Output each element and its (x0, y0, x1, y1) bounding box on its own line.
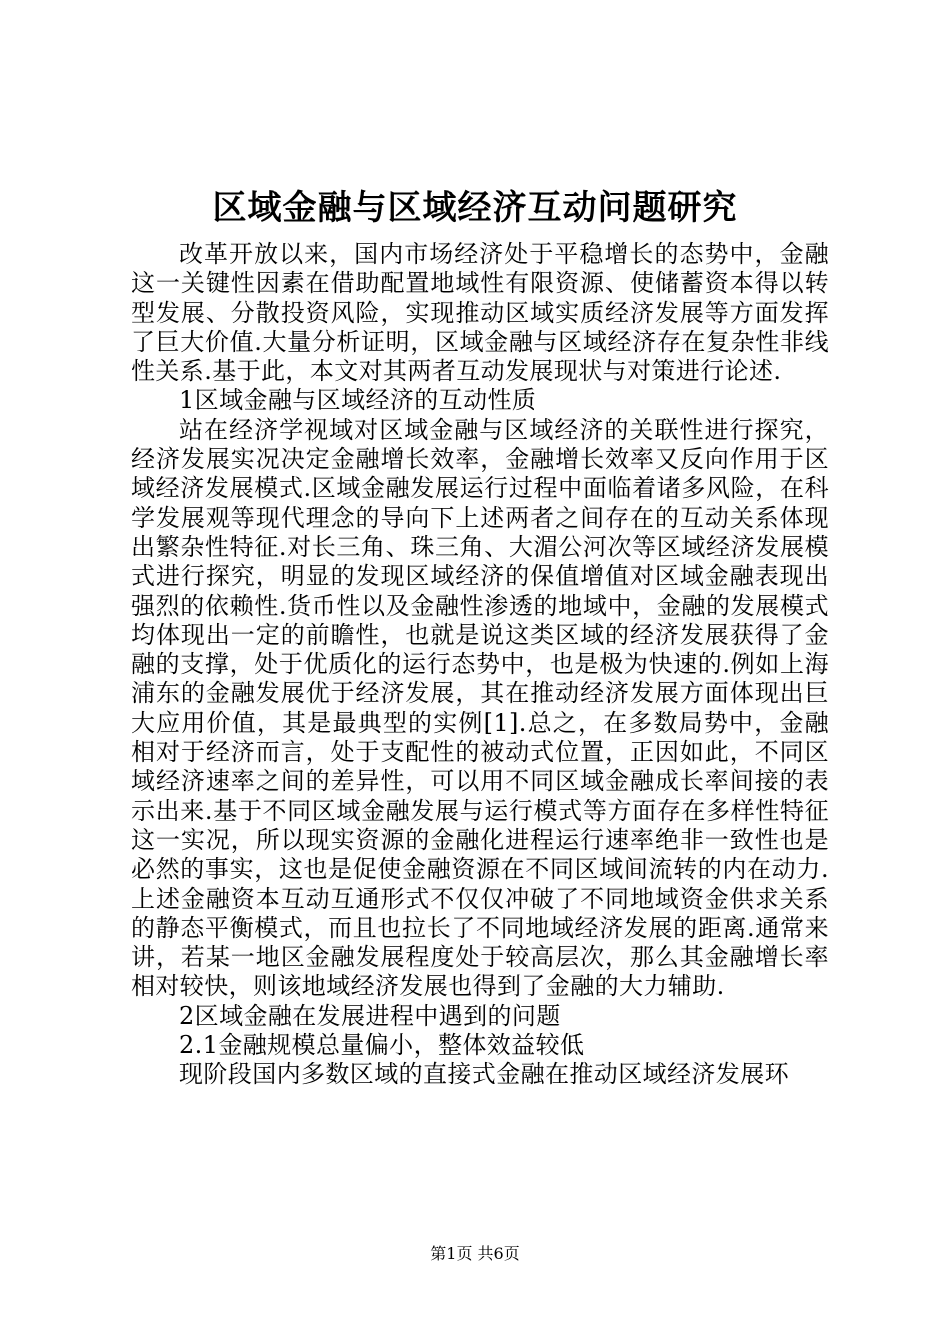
subsection-heading-2-1: 2.1金融规模总量偏小，整体效益较低 (179, 1031, 585, 1060)
document-body (131, 240, 829, 1090)
section-heading-2: 2区域金融在发展进程中遇到的问题 (179, 1001, 561, 1030)
intro-paragraph: 改革开放以来，国内市场经济处于平稳增长的态势中，金融这一关键性因素在借助配置地域性有限资源、使储蓄资本得以转型发展、分散投资风险，实现推动区域实质经济发展等方面发挥了巨大价值.大量分析证明，区域金融与区域经济存在复杂性非线性关系.基于此，本文对其两者互动发展现状与对策进行论述. (131, 240, 829, 386)
page-number-footer: 第1页 共6页 (430, 1244, 520, 1263)
section-1-paragraph: 站在经济学视域对区域金融与区域经济的关联性进行探究，经济发展实况决定金融增长效率，金融增长效率又反向作用于区域经济发展模式.区域金融发展运行过程中面临着诸多风险，在科学发展观等现代理念的导向下上述两者之间存在的互动关系体现出繁杂性特征.对长三角、珠三角、大湄公河次等区域经济发展模式进行探究，明显的发现区域经济的保值增值对区域金融表现出强烈的依赖性.货币性以及金融性渗透的地域中，金融的发展模式均体现出一定的前瞻性，也就是说这类区域的经济发展获得了金融的支撑，处于优质化的运行态势中，也是极为快速的.例如上海浦东的金融发展优于经济发展，其在推动经济发展方面体现出巨大应用价值，其是最典型的实例[1].总之，在多数局势中，金融相对于经济而言，处于支配性的被动式位置，正因如此，不同区域经济速率之间的差异性，可以用不同区域金融成长率间接的表示出来.基于不同区域金融发展与运行模式等方面存在多样性特征这一实况，所以现实资源的金融化进程运行速率绝非一致性也是必然的事实，这也是促使金融资源在不同区域间流转的内在动力.上述金融资本互动互通形式不仅仅冲破了不同地域资金供求关系的静态平衡模式，而且也拉长了不同地域经济发展的距离.通常来讲，若某一地区金融发展程度处于较高层次，那么其金融增长率相对较快，则该地域经济发展也得到了金融的大力辅助. (131, 415, 829, 1001)
section-heading-1: 1区域金融与区域经济的互动性质 (179, 386, 537, 415)
document-title: 区域金融与区域经济互动问题研究 (212, 188, 738, 228)
subsection-2-1-paragraph: 现阶段国内多数区域的直接式金融在推动区域经济发展环 (179, 1060, 789, 1089)
